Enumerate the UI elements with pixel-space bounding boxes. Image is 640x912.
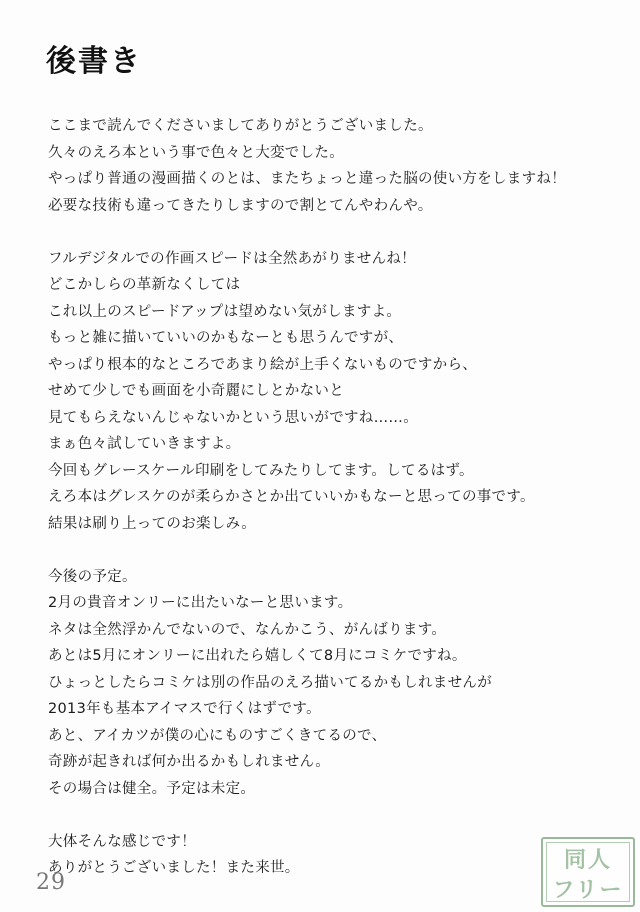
doujin-free-stamp bbox=[541, 837, 635, 907]
page-number: 29 bbox=[36, 870, 66, 895]
text-line: ありがとうございました！また来世。 bbox=[48, 860, 300, 876]
paragraph-gap bbox=[48, 219, 628, 246]
text-line: せめて少しでも画面を小奇麗にしとかないと bbox=[48, 383, 344, 399]
text-line: 今後の予定。 bbox=[48, 568, 137, 585]
text-line: 奇跡が起きれば何か出るかもしれません。 bbox=[48, 754, 331, 770]
text-line: これ以上のスピードアップは望めない気がしますよ。 bbox=[48, 303, 402, 320]
text-line: えろ本はグレスケのが柔らかさとか出ていいかもなーと思っての事です。 bbox=[48, 489, 535, 505]
paragraph-gap bbox=[48, 802, 628, 829]
text-line: その場合は健全。予定は未定。 bbox=[48, 780, 256, 797]
text-line: あと、アイカツが僕の心にものすごくきてるので、 bbox=[48, 727, 387, 744]
stamp-line-1: 同人 bbox=[563, 848, 612, 873]
page-title: 後書き bbox=[46, 44, 142, 79]
text-line: あとは5月にオンリーに出れたら嬉しくて8月にコミケですね。 bbox=[48, 648, 467, 664]
text-line: 大体そんな感じです！ bbox=[48, 833, 196, 850]
text-line: 2013年も基本アイマスで行くはずです。 bbox=[48, 701, 321, 717]
text-line: 結果は刷り上ってのお楽しみ。 bbox=[48, 515, 257, 532]
paragraph-gap bbox=[48, 537, 628, 564]
text-line: ネタは全然浮かんでないので、なんかこう、がんばります。 bbox=[48, 621, 447, 638]
text-line: やっぱり普通の漫画描くのとは、またちょっと違った脳の使い方をしますね！ bbox=[48, 171, 566, 187]
text-line: まぁ色々試していきますよ。 bbox=[48, 436, 241, 452]
paragraph-2 bbox=[48, 246, 628, 538]
stamp-line-2: フリー bbox=[552, 878, 624, 903]
text-line: 2月の貴音オンリーに出たいなーと思います。 bbox=[48, 595, 353, 611]
text-line: もっと雑に描いていいのかもなーとも思うんですが、 bbox=[48, 330, 404, 346]
text-line: フルデジタルでの作画スピードは全然あがりませんね！ bbox=[48, 250, 416, 267]
text-line: どこかしらの革新なくしては bbox=[48, 277, 241, 293]
text-line: 久々のえろ本という事で色々と大変でした。 bbox=[48, 144, 344, 161]
text-line: 見てもらえないんじゃないかという思いがですね……。 bbox=[48, 409, 418, 426]
text-line: ここまで読んでくださいましてありがとうございました。 bbox=[48, 118, 433, 134]
text-line: やっぱり根本的なところであまり絵が上手くないものですから、 bbox=[48, 356, 478, 373]
text-line: 今回もグレースケール印刷をしてみたりしてます。してるはず。 bbox=[48, 462, 474, 479]
paragraph-1 bbox=[48, 113, 628, 219]
text-line: ひょっとしたらコミケは別の作品のえろ描いてるかもしれませんが bbox=[48, 674, 492, 691]
paragraph-3 bbox=[48, 564, 628, 803]
text-line: 必要な技術も違ってきたりしますので割とてんやわんや。 bbox=[48, 197, 433, 214]
afterword-body bbox=[48, 113, 628, 882]
